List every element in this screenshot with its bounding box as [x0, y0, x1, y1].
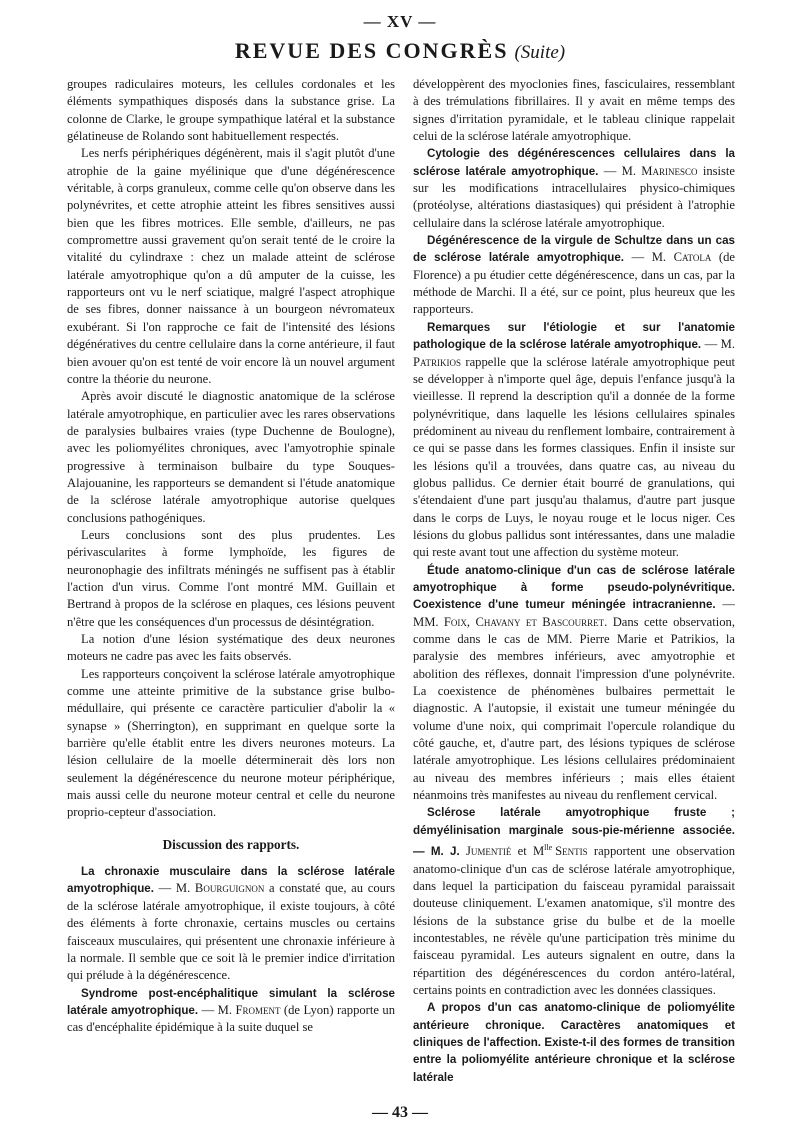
item-text: a constaté que, au cours de la sclérose latérale amyotrophique, il existe toujours, à côté des éléments à forte chronaxie, certains muscles ou certains faisceaux musculaires, qui présentent une chronaxie inférieure à la normale. Il semble que ce soit là le premier indice d'irritation qui prélude à la dégénérescence.	[67, 881, 396, 983]
item-title: Cytologie des dégénérescences cellulaires dans la sclérose latérale amyotrophique.	[413, 147, 735, 178]
author-name: Sentis	[555, 844, 588, 859]
item-text: Dans cette observation, comme dans le cas de MM. Pierre Marie et Patrikios, la paralysie des membres inférieurs, avec amyotrophie et abolition des réflexes, donnait l'impression d'une polynévrite. La coexistence de phénomènes bulbaires permettait le diagnostic. A l'autopsie, il existait une tumeur méningée du volume d'une noix, qui comprimait l'opercule rolandique du côté gauche, et, d'autre part, des lésions typiques de sclérose latérale amyotrophique. Les lésions cellulaires prédominaient au niveau des membres inférieurs ; mais elles étaient néanmoins très manifestes au niveau du renflement cervical.	[413, 614, 735, 803]
section-heading: Discussion des rapports.	[162, 836, 300, 852]
right-column	[413, 76, 735, 1086]
separator: — M.	[153, 881, 195, 896]
discussion-item	[413, 319, 735, 562]
item-title: A propos d'un cas anatomo-clinique de poliomyélite antérieure chronique. Caractères anatomiques et cliniques de l'affection. Existe-t-il des formes de transition entre la poliomyélite antérieure chronique et la sclérose latérale	[413, 1001, 735, 1084]
item-text: rapportent une observation anatomo-clinique d'un cas de sclérose latérale amyotrophique, dans lequel la participation du faisceau pyramidal paraissait douteuse cliniquement. L'examen anatomique, s'il montre des lésions de la substance grise du bulbe et de la moelle incontestables, ne révèle qu'une participation très minime du faisceau pyramidal. Les auteurs signalent en outre, dans la répartition des dégénérescences du cordon antéro-latéral, certains points en contradiction avec les données classiques.	[413, 844, 735, 998]
item-title: Syndrome post-encéphalitique simulant la sclérose latérale amyotrophique.	[67, 986, 395, 1017]
discussion-item	[67, 985, 395, 1037]
journal-section-title: REVUE DES CONGRÈS	[234, 38, 509, 63]
paragraph: groupes radiculaires moteurs, les cellules cordonales et les éléments sympathiques disposés dans la substance grise. La colonne de Clarke, le groupe sympathique latéral et la substance gélatineuse de Rolando sont habituellement respectés.	[67, 77, 395, 144]
item-title: Sclérose latérale amyotrophique fruste ; démyélinisation marginale sous-pie-mérienne associée.	[413, 806, 735, 837]
paragraph: Leurs conclusions sont des plus prudentes. Les périvascularites à forme lymphoïde, les figures de neuronophagie des infiltrats méningés ne suffisent pas à établir l'action d'un virus. Comme l'ont montré MM. Guillain et Bertrand à propos de la sclérose en plaques, ces lésions peuvent n'être que les conséquences d'un processus de désintégration.	[67, 527, 395, 629]
discussion-item	[413, 804, 735, 999]
item-title: La chronaxie musculaire dans la sclérose latérale amyotrophique.	[67, 865, 395, 896]
title-abbrev: lle	[544, 843, 553, 853]
discussion-item	[413, 999, 735, 1086]
author-name: Bourguignon	[194, 881, 265, 896]
author-name: Foix, Chavany et Bascourret.	[443, 614, 608, 629]
separator: et M	[511, 844, 545, 859]
paragraph: Les rapporteurs conçoivent la sclérose latérale amyotrophique comme une atteinte primitive de la substance grise bulbo-médullaire, qui présente ce caractère particulier d'abolir la « synapse » (Sherrington), en supprimant en quelque sorte la barrière qu'elle établit entre les divers neurones moteurs. La lésion cellulaire de la moelle déterminerait dès lors non seulement la dégénérescence du neurone moteur périphérique, mais aussi celle du neurone moteur central et celle du neurone proprio-cepteur d'association.	[67, 666, 395, 820]
page-roman-numeral: — XV —	[363, 12, 437, 31]
author-name: Marinesco	[641, 163, 698, 178]
author-name: Froment	[235, 1002, 281, 1017]
item-text: rappelle que la sclérose latérale amyotrophique peut se développer à n'importe quel âge, depuis l'enfance jusqu'à la vieillesse. Il reprend la description qu'il a donnée de la forme polynévritique, dans laquelle les lésions cellulaires spinales prédominent au niveau du renflement lombaire, contrairement à ce qui se passe dans les formes classiques. Enfin il insiste sur les lésions qu'il a trouvées, dans quatre cas, au niveau du globus pallidus. Ce dernier était bourré de granulations, qui s'étendaient d'une part jusqu'au thalamus, d'autre part jusque dans le corps de Luys, le noyau rouge et le locus niger. Ces lésions du globus pallidus sont intéressantes, dans une maladie qui reste avant tout une affection du système moteur.	[413, 354, 735, 560]
item-text: (de Lyon) rapporte un cas d'encéphalite épidémique à la suite duquel se	[67, 1002, 396, 1035]
item-title: Remarques sur l'étiologie et sur l'anatomie pathologique de la sclérose latérale amyotrophique.	[413, 320, 735, 352]
paragraph: Les nerfs périphériques dégénèrent, mais il s'agit plutôt d'une atrophie de la gaine myélinique que d'une dégénérescence véritable, à corps granuleux, comme celle qu'on observe dans les polynévrites, et cette atrophie atteint les fibres sensitives aussi bien que les fibres motrices. Elle semble, d'ailleurs, ne pas compromettre aussi gravement qu'on serait tenté de le croire la vitalité du cylindraxe : chez un malade atteint de sclérose latérale amyotrophique qu'on a dû amputer de la cuisse, les rapporteurs ont vu le nerf sciatique, malgré l'aspect atrophique de ses fibres, donner naissance à un bourgeon névromateux exubérant. Si l'on rapproche ce fait de l'intensité des lésions dégénératives du centre cellulaire dans la corne antérieure, il faut bien avouer qu'on est tenté de voir encore là un nouvel argument contre la théorie du neurone.	[67, 146, 395, 386]
author-name: Patrikios	[413, 354, 462, 369]
item-text: (de Florence) a pu étudier cette dégénérescence, dans un cas, par la méthode de Marchi. Il a été, sur ce point, plus heureux que les rapporteurs.	[413, 250, 735, 317]
discussion-item	[67, 863, 395, 984]
discussion-item	[413, 562, 735, 805]
discussion-item	[413, 145, 735, 232]
left-column	[67, 76, 395, 1037]
separator: — M.	[701, 337, 735, 352]
separator: — M.	[624, 250, 674, 265]
item-title: Étude anatomo-clinique d'un cas de sclérose latérale amyotrophique à forme pseudo-polynévritique. Coexistence d'une tumeur méningée intracranienne.	[413, 563, 735, 612]
item-title: Dégénérescence de la virgule de Schultze dans un cas de sclérose latérale amyotrophique.	[413, 234, 735, 265]
item-text: insiste sur les modifications intracellulaires physico-chimiques (protéolyse, altérations diastasiques) qui président à l'atrophie cellulaire dans la sclérose latérale amyotrophique.	[413, 163, 736, 230]
separator: — M.	[198, 1002, 236, 1017]
journal-section-suite: (Suite)	[514, 42, 566, 63]
separator: — M.	[598, 163, 642, 178]
author-name: Catola	[673, 250, 712, 265]
separator: —MM.	[413, 597, 735, 629]
page-header	[0, 38, 800, 64]
page-number: — 43 —	[372, 1104, 428, 1121]
author-name: Jumentié	[466, 844, 512, 859]
separator: — M. J.	[413, 845, 467, 859]
discussion-item	[413, 232, 735, 319]
paragraph: Après avoir discuté le diagnostic anatomique de la sclérose latérale amyotrophique, en particulier avec les rares observations de paralysies bulbaires vraies (type Duchenne de Boulogne), avec les poliomyélites chroniques, avec l'amyotrophie spinale progressive à terminaison bulbaire du type Souques-Alajouanine, les rapporteurs se demandent si l'étude anatomique de la sclérose latérale amyotrophique autorise quelques conclusions pathogéniques.	[67, 389, 395, 525]
paragraph: développèrent des myoclonies fines, fasciculaires, ressemblant à des trémulations fibrillaires. Il y avait en même temps des signes d'irritation pyramidale, et le tableau clinique rappelait celui de la sclérose latérale amyotrophique.	[413, 77, 735, 144]
paragraph: La notion d'une lésion systématique des deux neurones moteurs ne cadre pas avec les faits observés.	[67, 632, 395, 664]
